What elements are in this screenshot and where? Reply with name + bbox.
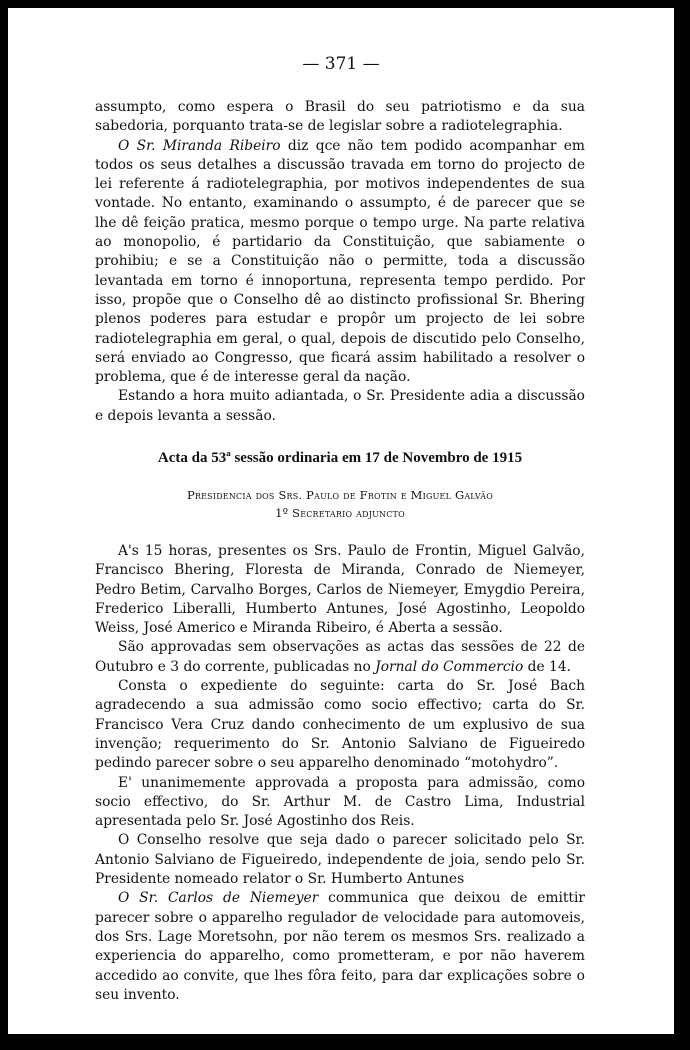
page-number: — 371 — (302, 54, 380, 74)
journal-name: Jornal do Commercio (375, 658, 524, 675)
session-title: Acta da 53ª sessão ordinaria em 17 de Novembro de 1915 (157, 450, 523, 466)
paragraph: assumpto, como espera o Brasil do seu patriotismo e da sua sabedoria, porquanto trata-se de legislar sobre a radiotelegraphia. (95, 99, 585, 135)
paragraph (95, 137, 585, 388)
document-page (8, 8, 674, 1034)
speaker-name: O Sr. Carlos de Niemeyer (118, 890, 319, 907)
paragraph: Estando a hora muito adiantada, o Sr. Presidente adia a discussão e depois levanta a sessão. (95, 388, 585, 424)
paragraph-text: São approvadas sem observações as actas das sessões de 22 de Outubro e 3 do corrente, publicadas no (95, 639, 585, 675)
previous-minutes-section (95, 98, 585, 426)
presidency-line: Presidencia dos Srs. Paulo de Frotin e Miguel Galvão (186, 488, 494, 502)
paragraph: A's 15 horas, presentes os Srs. Paulo de Frontin, Miguel Galvão, Francisco Bhering, Floresta de Miranda, Conrado de Niemeyer, Pedro Betim, Carvalho Borges, Carlos de Niemeyer, Emygdio Pereira, Frederico Liberalli, Humberto Antunes, José Agostinho, Leopoldo Weiss, José Americo e Miranda Ribeiro, é Aberta a sessão. (95, 543, 585, 637)
paragraph: E' unanimemente approvada a proposta para admissão, como socio effectivo, do Sr. Arthur M. de Castro Lima, Industrial apresentada pelo Sr. José Agostinho dos Reis. (95, 774, 585, 830)
paragraph-text: diz qce não tem podido acompanhar em todos os seus detalhes a discussão travada em torno do projecto de lei referente á radiotelegraphia, por motivos independentes de sua vontade. No entanto, examinando o assumpto, é de parecer que se lhe dê feição pratica, mesmo porque o tempo urge. Na parte relativa ao monopolio, é partidario da Constituição, que sabiamente o prohibiu; e se a Constituição não o permitte, toda a discussão levantada em torno é innoportuna, representa tempo perdido. Por isso, propõe que o Conselho dê ao distincto profissional Sr. Bhering plenos poderes para estudar e propôr um projecto de lei sobre radiotelegraphia em geral, o qual, depois de discutido pelo Conselho, será enviado ao Congresso, que ficará assim habilitado a resolver o problema, que é de interesse geral da nação. (95, 137, 585, 386)
paragraph (95, 889, 585, 1005)
paragraph (95, 638, 585, 677)
paragraph: O Conselho resolve que seja dado o parecer solicitado pelo Sr. Antonio Salviano de Figueiredo, independente de joia, sendo pelo Sr. Presidente nomeado relator o Sr. Humberto Antunes (95, 832, 585, 888)
presidency-header (95, 486, 585, 522)
paragraph: Consta o expediente do seguinte: carta do Sr. José Bach agradecendo a sua admissão como socio effectivo; carta do Sr. Francisco Vera Cruz dando conhecimento de um explusivo de sua invenção; requerimento do Sr. Antonio Salviano de Figueiredo pedindo parecer sobre o seu apparelho denominado “motohydro”. (95, 678, 585, 772)
secretary-line: 1º Secretario adjuncto (275, 506, 405, 520)
paragraph-text: de 14. (523, 658, 571, 675)
paragraph-text: communica que deixou de emittir parecer sobre o apparelho regulador de velocidade para automoveis, dos Srs. Lage Moretsohn, por não terem os mesmos Srs. realizado a experiencia do apparelho, como prometteram, e por não haverem accedido ao convite, que lhes fôra feito, para dar explicações sobre o seu invento. (95, 890, 585, 1003)
session-minutes-section (95, 542, 585, 1005)
speaker-name: O Sr. Miranda Ribeiro (118, 137, 281, 154)
